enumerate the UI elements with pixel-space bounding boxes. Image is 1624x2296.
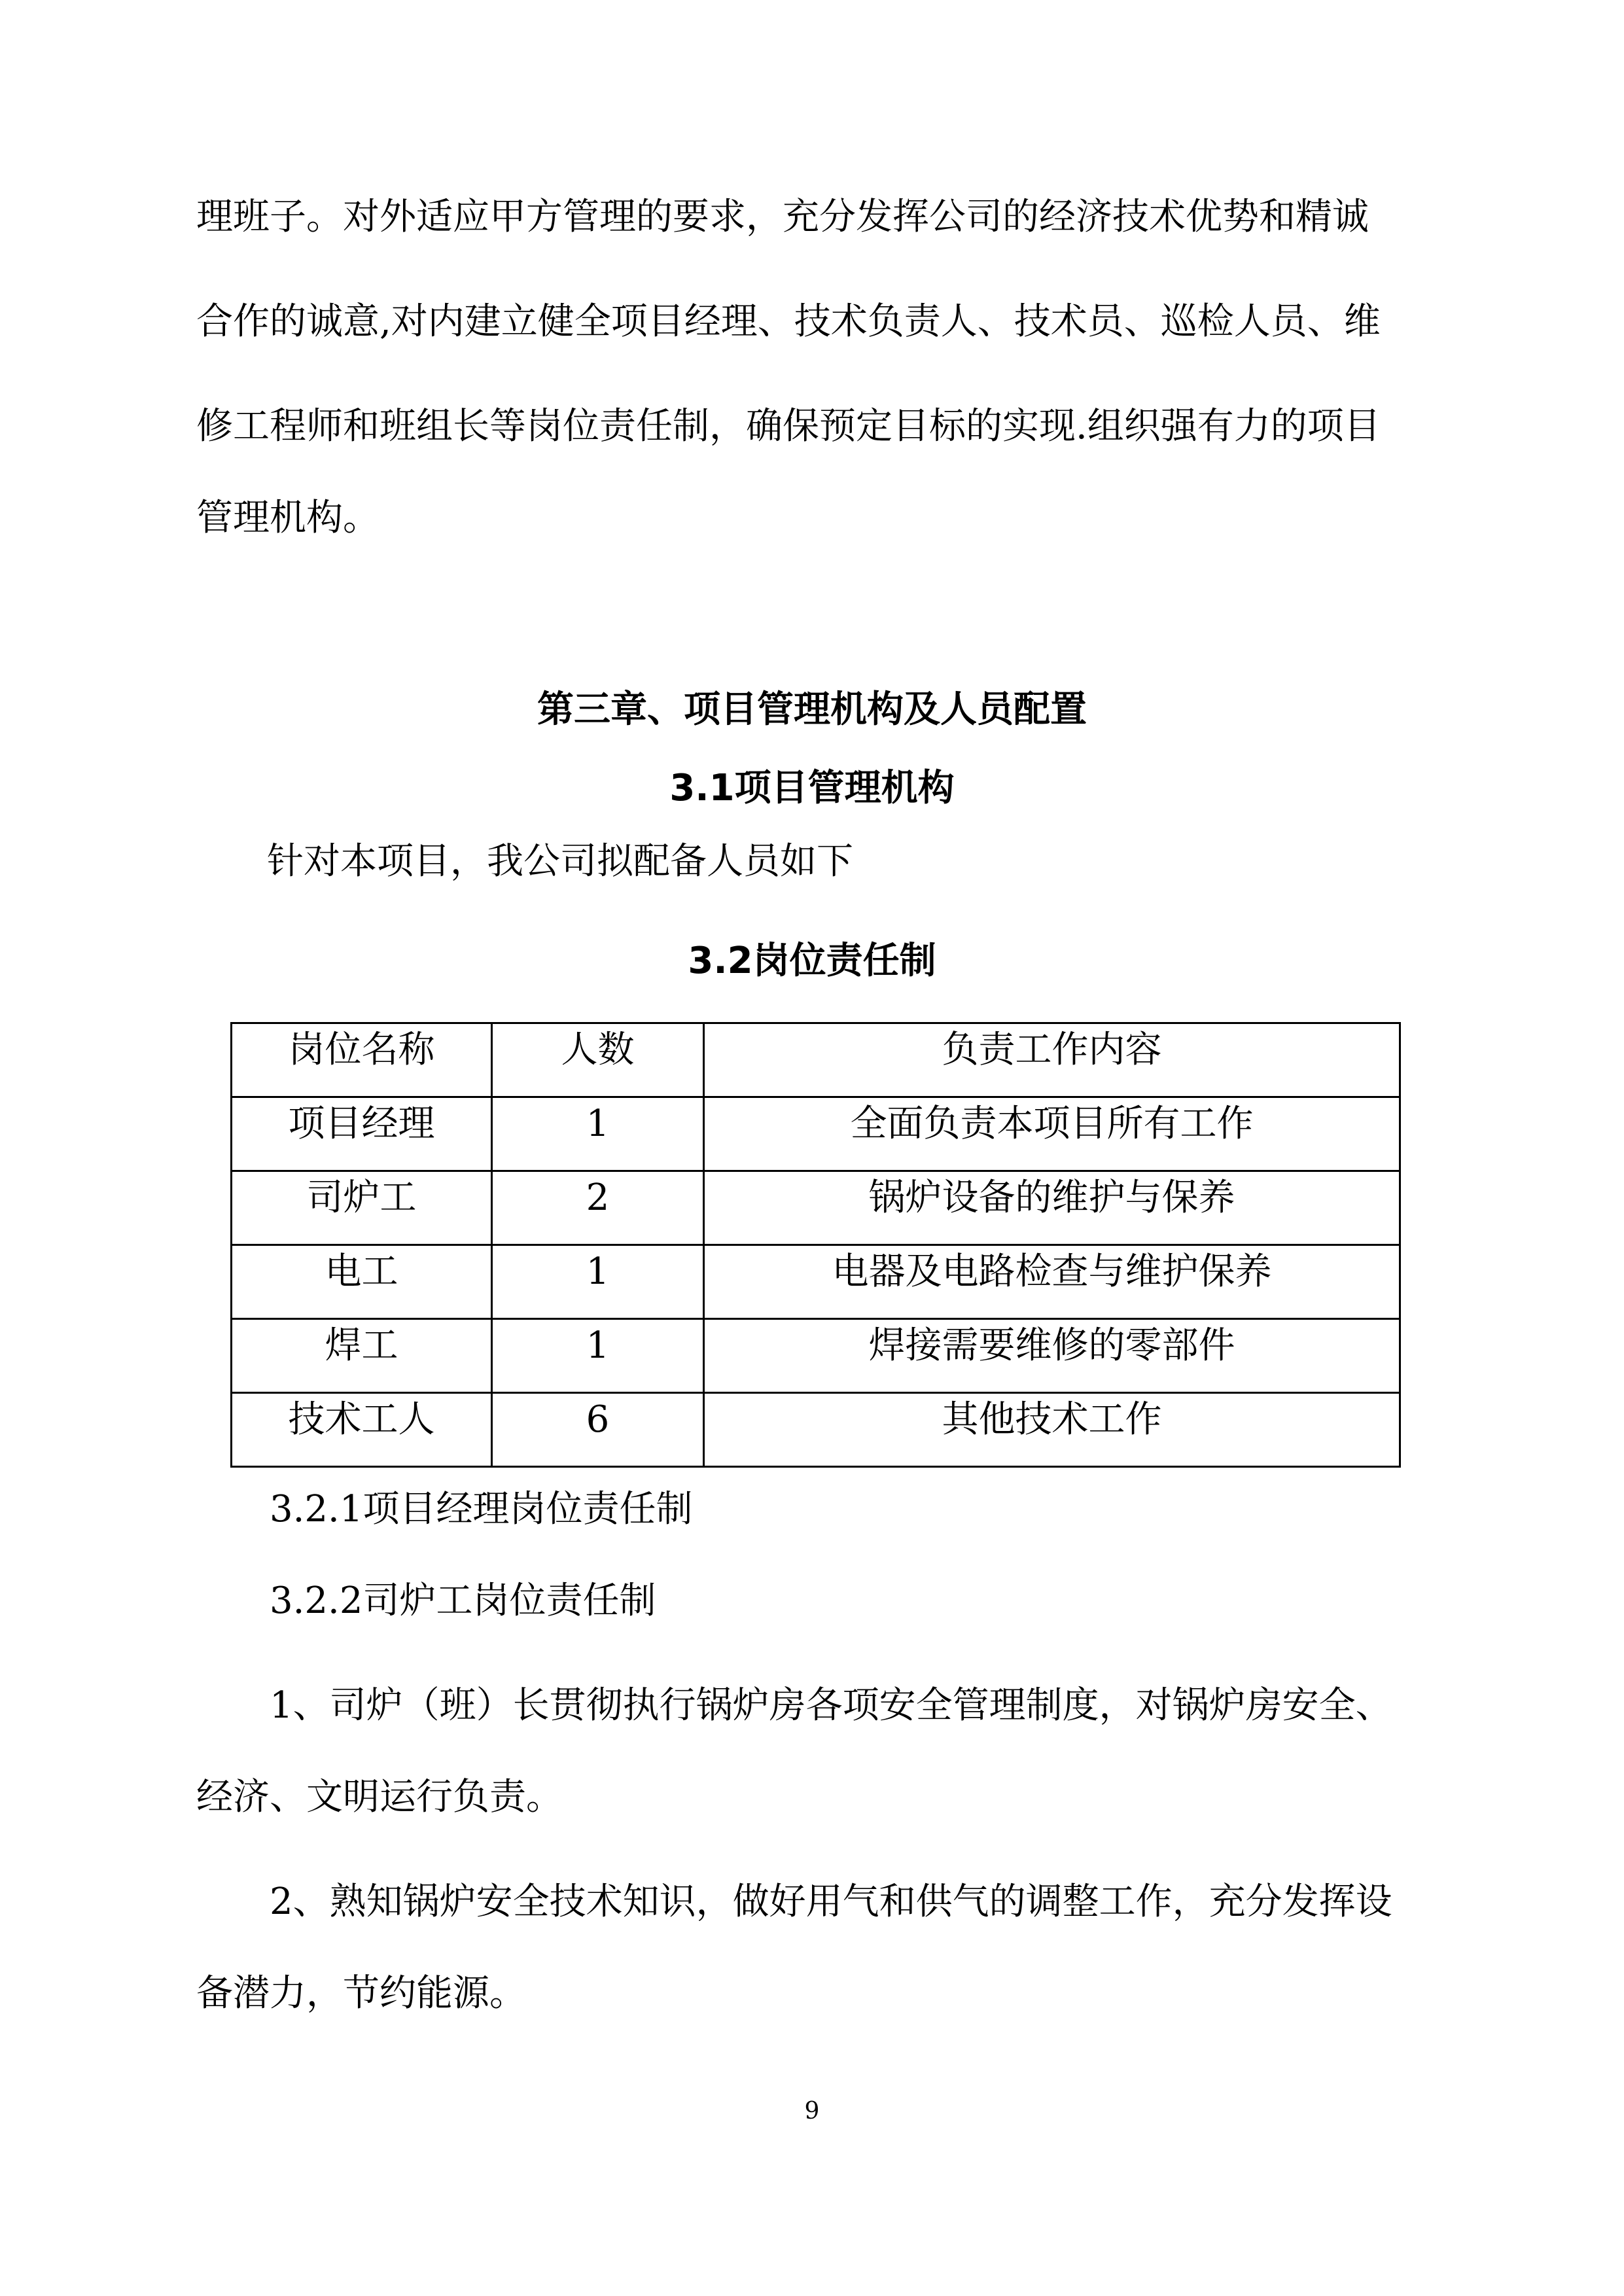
table-row <box>232 1245 1400 1319</box>
cell-count: 1 <box>492 1097 704 1171</box>
paragraph-line: 合作的诚意,对内建立健全项目经理、技术负责人、技术员、巡检人员、维 <box>196 300 1381 343</box>
cell-duties: 锅炉设备的维护与保养 <box>704 1171 1400 1245</box>
item-2-line-1: 2、熟知锅炉安全技术知识，做好用气和供气的调整工作，充分发挥设 <box>270 1881 1392 1923</box>
item-1-line-2: 经济、文明运行负责。 <box>196 1776 563 1818</box>
cell-duties: 电器及电路检查与维护保养 <box>704 1245 1400 1319</box>
paragraph-line: 理班子。对外适应甲方管理的要求，充分发挥公司的经济技术优势和精诚 <box>196 196 1369 238</box>
cell-duties: 全面负责本项目所有工作 <box>704 1097 1400 1171</box>
chapter-title: 第三章、项目管理机构及人员配置 <box>537 688 1087 731</box>
table-row <box>232 1097 1400 1171</box>
cell-position: 司炉工 <box>232 1171 492 1245</box>
section-title-3-1: 3.1项目管理机构 <box>669 767 955 809</box>
paragraph-line: 管理机构。 <box>196 497 380 539</box>
cell-position: 焊工 <box>232 1319 492 1393</box>
table-row <box>232 1393 1400 1467</box>
table-row <box>232 1319 1400 1393</box>
item-2-line-2: 备潜力，节约能源。 <box>196 1972 526 2015</box>
item-1-line-1: 1、司炉（班）长贯彻执行锅炉房各项安全管理制度，对锅炉房安全、 <box>270 1684 1392 1727</box>
header-position: 岗位名称 <box>232 1023 492 1097</box>
cell-count: 1 <box>492 1319 704 1393</box>
cell-position: 技术工人 <box>232 1393 492 1467</box>
duty-table <box>230 1022 1401 1468</box>
cell-duties: 其他技术工作 <box>704 1393 1400 1467</box>
cell-count: 2 <box>492 1171 704 1245</box>
cell-position: 项目经理 <box>232 1097 492 1171</box>
table-header-row <box>232 1023 1400 1097</box>
table-row <box>232 1171 1400 1245</box>
section-title-3-2: 3.2岗位责任制 <box>688 940 936 982</box>
cell-count: 6 <box>492 1393 704 1467</box>
page-number: 9 <box>804 2098 820 2125</box>
subsection-3-2-1: 3.2.1项目经理岗位责任制 <box>270 1488 693 1530</box>
subsection-3-2-2: 3.2.2司炉工岗位责任制 <box>270 1580 656 1622</box>
header-duties: 负责工作内容 <box>704 1023 1400 1097</box>
header-count: 人数 <box>492 1023 704 1097</box>
cell-count: 1 <box>492 1245 704 1319</box>
paragraph-line: 修工程师和班组长等岗位责任制，确保预定目标的实现.组织强有力的项目 <box>196 405 1381 448</box>
cell-duties: 焊接需要维修的零部件 <box>704 1319 1400 1393</box>
cell-position: 电工 <box>232 1245 492 1319</box>
section-3-1-text: 针对本项目，我公司拟配备人员如下 <box>267 840 853 883</box>
